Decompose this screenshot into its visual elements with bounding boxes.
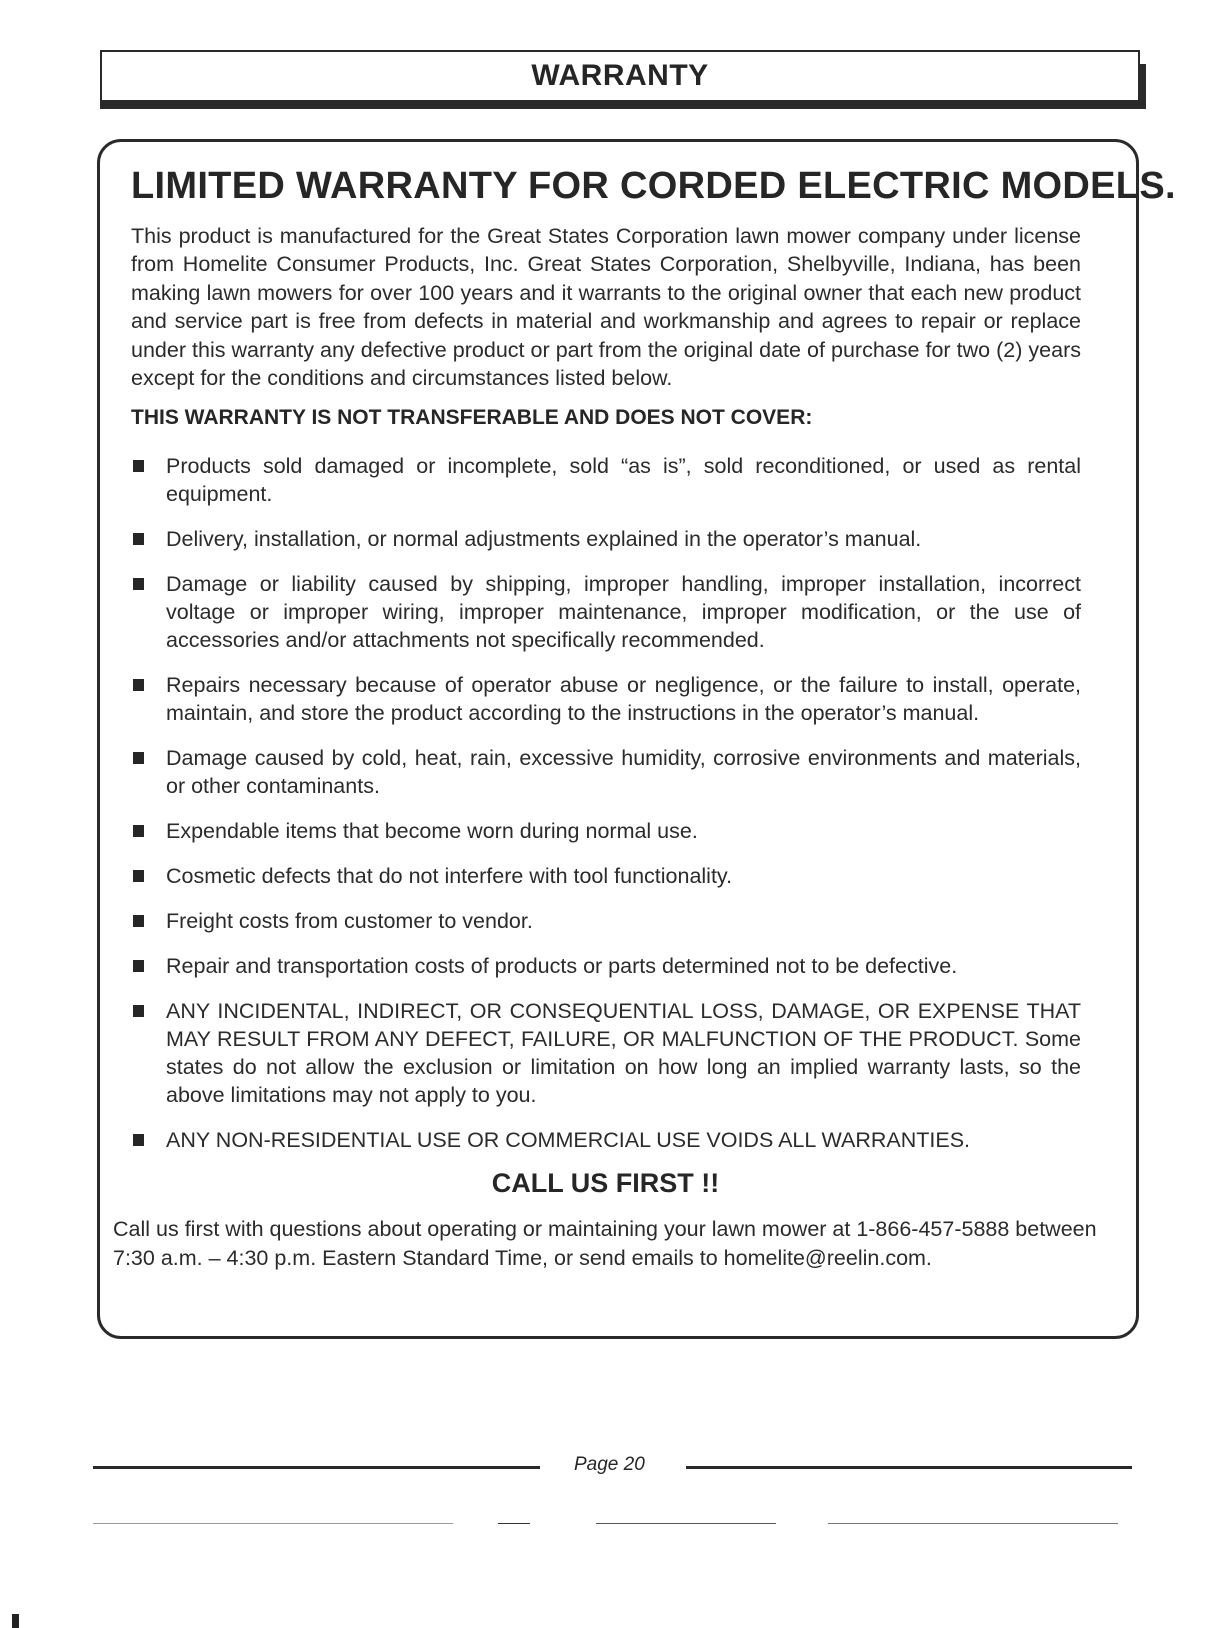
exclusions-list [131, 452, 1081, 1171]
exclusion-text: ANY INCIDENTAL, INDIRECT, OR CONSEQUENTIAL LOSS, DAMAGE, OR EXPENSE THAT MAY RESULT FROM ANY DEFECT, FAILURE, OR MALFUNCTION OF THE PRODUCT. Some states do not allow the exclusion or limitation on how long an implied warranty lasts, so the above limitations may not apply to you. [166, 999, 1081, 1107]
exclusion-text: Delivery, installation, or normal adjustments explained in the operator’s manual. [166, 527, 922, 551]
square-bullet-icon [133, 915, 144, 927]
page-number: Page 20 [574, 1454, 645, 1475]
scan-artifact-line [828, 1523, 1118, 1524]
warranty-intro-paragraph: This product is manufactured for the Great States Corporation lawn mower company under license from Homelite Consumer Products, Inc. Great States Corporation, Shelbyville, Indiana, has been making lawn mowers for over 100 years and it warrants to the original owner that each new product and service part is free from defects in material and workmanship and agrees to repair or replace under this warranty any defective product or part from the original date of purchase for two (2) years except for the conditions and circumstances listed below. [131, 224, 1081, 391]
warranty-title: LIMITED WARRANTY FOR CORDED ELECTRIC MODELS. [131, 165, 1176, 207]
scan-artifact-line [596, 1523, 776, 1524]
exclusion-text: Expendable items that become worn during normal use. [166, 819, 698, 843]
square-bullet-icon [133, 460, 144, 472]
exclusion-text: Cosmetic defects that do not interfere with tool functionality. [166, 864, 733, 888]
exclusion-text: ANY NON-RESIDENTIAL USE OR COMMERCIAL USE VOIDS ALL WARRANTIES. [166, 1128, 971, 1152]
section-header-title: WARRANTY [531, 59, 709, 92]
square-bullet-icon [133, 1005, 144, 1017]
footer-rule-left [93, 1466, 540, 1469]
exclusion-item [131, 671, 1081, 727]
exclusion-item [131, 525, 1081, 553]
exclusion-item [131, 570, 1081, 654]
exclusion-item [131, 952, 1081, 980]
square-bullet-icon [133, 578, 144, 590]
exclusion-text: Damage or liability caused by shipping, improper handling, improper installation, incorrect voltage or improper wiring, improper maintenance, improper modification, or the use of accessories and/or attachments not specifically recommended. [166, 572, 1081, 652]
exclusion-item [131, 862, 1081, 890]
square-bullet-icon [133, 533, 144, 545]
exclusion-text: Repair and transportation costs of products or parts determined not to be defective. [166, 954, 958, 978]
exclusion-text: Damage caused by cold, heat, rain, excessive humidity, corrosive environments and materials, or other contaminants. [166, 746, 1081, 798]
exclusion-item [131, 1126, 1081, 1154]
exclusion-item [131, 997, 1081, 1109]
call-us-first-heading: CALL US FIRST !! [491, 1168, 720, 1198]
exclusion-item [131, 452, 1081, 508]
exclusion-text: Repairs necessary because of operator abuse or negligence, or the failure to install, operate, maintain, and store the product according to the instructions in the operator’s manual. [166, 673, 1081, 725]
exclusion-text: Products sold damaged or incomplete, sold “as is”, sold reconditioned, or used as rental equipment. [166, 454, 1081, 506]
exclusion-item [131, 907, 1081, 935]
square-bullet-icon [133, 960, 144, 972]
scan-artifact-line [498, 1523, 530, 1524]
exclusion-text: Freight costs from customer to vendor. [166, 909, 533, 933]
scan-edge-mark [12, 1614, 19, 1628]
square-bullet-icon [133, 679, 144, 691]
square-bullet-icon [133, 1134, 144, 1146]
square-bullet-icon [133, 870, 144, 882]
section-header-box [100, 50, 1140, 100]
header-drop-shadow [1140, 64, 1146, 100]
call-us-paragraph: Call us first with questions about operating or maintaining your lawn mower at 1-866-457-5888 between 7:30 a.m. – 4:30 p.m. Eastern Standard Time, or send emails to homelite@reelin.com. [113, 1217, 1097, 1270]
exclusions-heading: THIS WARRANTY IS NOT TRANSFERABLE AND DOES NOT COVER: [131, 406, 813, 429]
square-bullet-icon [133, 752, 144, 764]
square-bullet-icon [133, 825, 144, 837]
exclusion-item [131, 744, 1081, 800]
exclusion-item [131, 817, 1081, 845]
footer-rule-right [686, 1466, 1132, 1469]
scan-artifact-line [93, 1523, 453, 1524]
